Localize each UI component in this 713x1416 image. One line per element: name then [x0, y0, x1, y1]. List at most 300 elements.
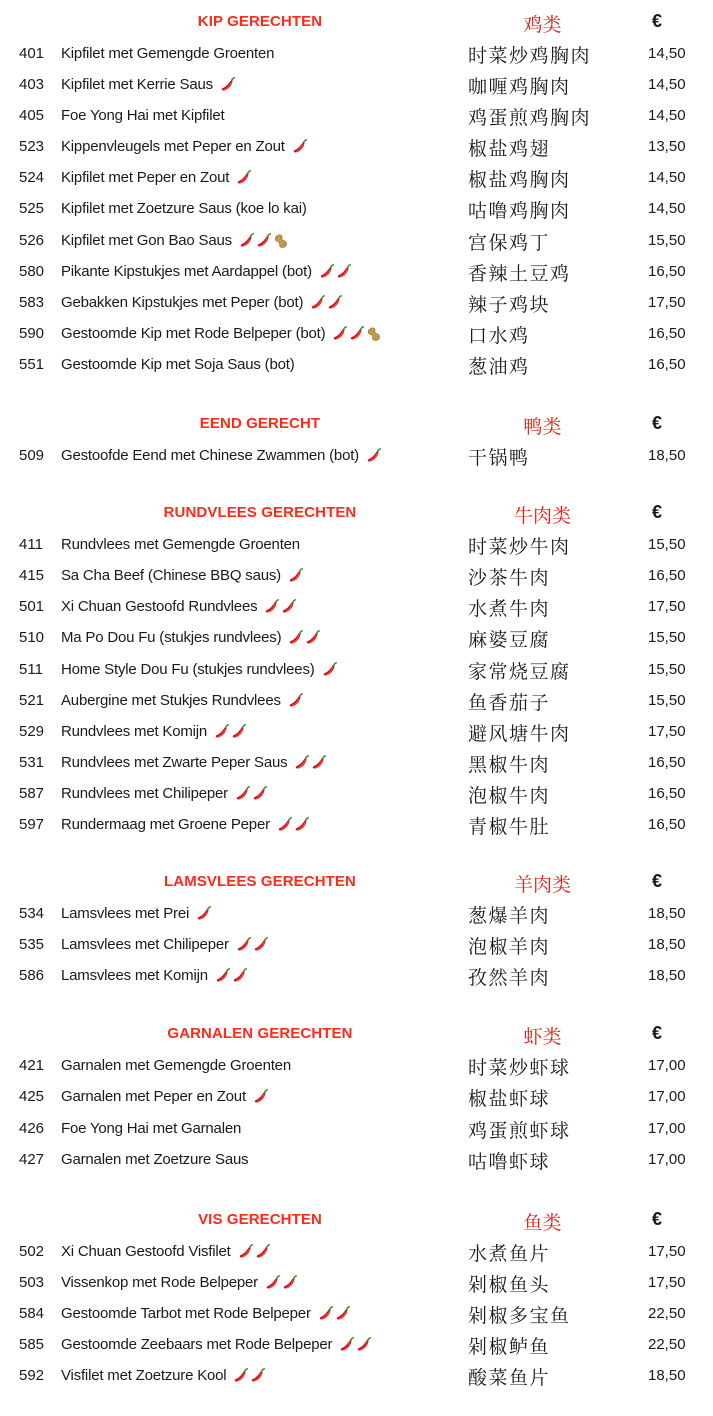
item-price: 15,50	[648, 629, 686, 647]
chili-pepper-icon	[338, 1336, 356, 1354]
item-name: Garnalen met Peper en Zout	[61, 1088, 246, 1106]
menu-item	[0, 898, 713, 929]
item-price: 17,50	[648, 598, 686, 616]
item-name-chinese: 水煮鱼片	[468, 1242, 551, 1265]
item-code: 502	[19, 1242, 45, 1260]
item-code: 415	[19, 567, 45, 585]
chili-pepper-icon	[348, 325, 366, 343]
item-name: Garnalen met Zoetzure Saus	[61, 1150, 249, 1168]
spice-indicator	[237, 1243, 271, 1261]
chili-pepper-icon	[321, 661, 339, 679]
spice-indicator	[235, 169, 252, 187]
item-price: 17,50	[648, 1242, 686, 1260]
item-name-chinese: 鱼香茄子	[468, 691, 551, 714]
chili-pepper-icon	[334, 1305, 352, 1323]
chili-pepper-icon	[276, 816, 294, 834]
menu-section	[0, 1020, 713, 1174]
chili-pepper-icon	[317, 1305, 335, 1323]
menu-item	[0, 747, 713, 778]
item-name-chinese: 麻婆豆腐	[468, 629, 551, 652]
spice-indicator	[287, 629, 321, 647]
menu-item	[0, 685, 713, 716]
item-price: 22,50	[648, 1336, 686, 1353]
item-name-chinese: 辣子鸡块	[468, 293, 551, 316]
item-price: 16,50	[648, 784, 686, 802]
chili-pepper-icon	[335, 263, 353, 281]
item-name: Foe Yong Hai met Garnalen	[61, 1119, 242, 1137]
item-price: 14,50	[648, 45, 686, 62]
item-code: 501	[19, 598, 45, 616]
section-title: LAMSVLEES GERECHTEN	[164, 873, 356, 891]
item-name: Gestoomde Kip met Rode Belpeper (bot)	[61, 324, 326, 342]
chili-pepper-icon	[310, 754, 328, 772]
item-name-wrap	[61, 967, 248, 985]
menu-item	[0, 100, 713, 131]
item-code: 510	[19, 629, 45, 647]
item-name: Garnalen met Gemengde Groenten	[61, 1057, 291, 1075]
item-price: 16,50	[648, 262, 686, 280]
chili-pepper-icon	[326, 294, 344, 312]
item-name-chinese: 椒盐鸡胸肉	[468, 169, 571, 192]
item-name-wrap	[61, 754, 327, 772]
item-name-chinese: 口水鸡	[468, 324, 530, 347]
menu-item	[0, 1236, 713, 1267]
item-name-chinese: 鸡蛋煎虾球	[468, 1119, 571, 1142]
item-name-wrap	[61, 232, 289, 250]
item-price: 14,50	[648, 76, 686, 94]
item-code: 523	[19, 138, 45, 156]
item-name-wrap	[61, 1120, 241, 1137]
spice-indicator	[238, 232, 289, 250]
chili-pepper-icon	[254, 1243, 272, 1261]
chili-pepper-icon	[263, 598, 281, 616]
item-code: 585	[19, 1336, 45, 1353]
item-code: 535	[19, 936, 45, 954]
item-name-chinese: 宫保鸡丁	[468, 231, 551, 254]
spice-indicator	[219, 76, 236, 94]
spice-indicator	[264, 1274, 298, 1292]
item-code: 411	[19, 536, 43, 554]
menu-item	[0, 591, 713, 622]
price-column-currency: €	[652, 11, 663, 31]
spice-indicator	[276, 816, 310, 834]
menu-item	[0, 929, 713, 960]
menu-item	[0, 1360, 713, 1391]
item-name-chinese: 咕噜鸡胸肉	[468, 200, 571, 223]
item-name-chinese: 剁椒鱼头	[468, 1273, 551, 1296]
section-spacer	[0, 1175, 713, 1206]
chili-pepper-icon	[293, 754, 311, 772]
section-title: RUNDVLEES GERECHTEN	[163, 504, 357, 522]
item-name-chinese: 黑椒牛肉	[468, 753, 551, 776]
menu-item	[0, 809, 713, 840]
item-price: 17,00	[648, 1150, 686, 1168]
item-name-chinese: 避风塘牛肉	[468, 722, 571, 745]
section-title-chinese: 牛肉类	[513, 505, 571, 528]
item-name-wrap	[61, 1367, 266, 1385]
item-name-wrap	[61, 1274, 298, 1292]
item-code: 592	[19, 1367, 45, 1385]
chili-pepper-icon	[235, 169, 253, 187]
section-title-chinese: 虾类	[523, 1026, 562, 1049]
section-spacer	[0, 991, 713, 1020]
chili-pepper-icon	[365, 447, 383, 465]
item-name: Foe Yong Hai met Kipfilet	[61, 107, 225, 125]
item-name-wrap	[61, 294, 343, 312]
section-title: EEND GERECHT	[199, 415, 321, 433]
item-name-chinese: 时菜炒鸡胸肉	[468, 45, 592, 67]
item-code: 521	[19, 691, 45, 709]
item-name: Home Style Dou Fu (stukjes rundvlees)	[61, 660, 315, 678]
item-name-wrap	[61, 45, 274, 62]
item-name: Rundvlees met Komijn	[61, 722, 208, 740]
item-name-wrap	[61, 661, 338, 679]
spice-indicator	[252, 1088, 269, 1106]
item-price: 14,50	[648, 169, 686, 187]
chili-pepper-icon	[281, 1274, 299, 1292]
item-name-wrap	[61, 536, 300, 553]
chili-pepper-icon	[252, 1088, 270, 1106]
item-price: 18,50	[648, 905, 686, 923]
item-price: 17,50	[648, 1273, 686, 1291]
chili-pepper-icon	[280, 598, 298, 616]
section-title: KIP GERECHTEN	[197, 13, 323, 30]
peanut-icon	[365, 325, 383, 343]
item-price: 14,50	[648, 200, 686, 218]
item-name-chinese: 咖喱鸡胸肉	[468, 76, 571, 99]
section-header	[0, 868, 713, 898]
item-name-chinese: 泡椒牛肉	[468, 784, 551, 807]
menu-item	[0, 256, 713, 287]
item-code: 426	[19, 1119, 45, 1137]
menu-section	[0, 1206, 713, 1391]
item-price: 15,50	[648, 536, 686, 554]
item-code: 503	[19, 1273, 45, 1291]
menu-item	[0, 349, 713, 380]
item-price: 17,50	[648, 293, 686, 311]
item-code: 403	[19, 76, 45, 94]
peanut-icon	[272, 232, 290, 250]
section-header	[0, 499, 713, 529]
item-name-wrap	[61, 169, 252, 187]
chili-pepper-icon	[235, 936, 253, 954]
item-name-wrap	[61, 107, 224, 124]
item-code: 421	[19, 1057, 45, 1075]
item-code: 525	[19, 200, 45, 218]
menu-item	[0, 225, 713, 256]
item-name-chinese: 椒盐虾球	[468, 1088, 551, 1111]
item-name-wrap	[61, 325, 382, 343]
spice-indicator	[365, 447, 382, 465]
section-title-chinese: 羊肉类	[513, 874, 571, 897]
price-column-currency: €	[652, 871, 663, 892]
item-name-chinese: 水煮牛肉	[468, 598, 551, 621]
menu-item	[0, 716, 713, 747]
item-code: 531	[19, 753, 45, 771]
item-name-chinese: 家常烧豆腐	[468, 660, 571, 683]
item-price: 13,50	[648, 138, 686, 156]
menu-section	[0, 8, 713, 380]
item-name: Lamsvlees met Chilipeper	[61, 936, 229, 954]
item-price: 14,50	[648, 107, 686, 125]
menu-item	[0, 529, 713, 560]
menu-item	[0, 622, 713, 653]
chili-pepper-icon	[213, 723, 231, 741]
item-name-wrap	[61, 905, 212, 923]
spice-indicator	[213, 723, 247, 741]
menu-item	[0, 440, 713, 471]
item-code: 511	[19, 660, 43, 678]
section-title-chinese: 鸭类	[523, 416, 562, 439]
item-name: Lamsvlees met Prei	[61, 905, 190, 923]
item-name-chinese: 孜然羊肉	[468, 967, 551, 990]
item-name-chinese: 时菜炒虾球	[468, 1057, 571, 1080]
section-header	[0, 1206, 713, 1236]
price-column-currency: €	[652, 1023, 663, 1044]
chili-pepper-icon	[252, 936, 270, 954]
item-name: Gestoomde Zeebaars met Rode Belpeper	[61, 1336, 333, 1353]
item-price: 16,50	[648, 324, 686, 342]
item-name: Gestoomde Kip met Soja Saus (bot)	[61, 355, 295, 373]
item-price: 16,50	[648, 815, 686, 833]
menu-item	[0, 193, 713, 224]
item-code: 590	[19, 324, 45, 342]
menu-item	[0, 960, 713, 991]
section-title-chinese: 鱼类	[523, 1211, 562, 1234]
menu-item	[0, 287, 713, 318]
item-name-wrap	[61, 723, 247, 741]
item-name: Pikante Kipstukjes met Aardappel (bot)	[61, 262, 312, 280]
menu-section	[0, 410, 713, 471]
menu-item	[0, 131, 713, 162]
item-name: Xi Chuan Gestoofd Visfilet	[61, 1242, 231, 1260]
menu-item	[0, 1113, 713, 1144]
item-name-wrap	[61, 447, 382, 465]
menu-item	[0, 654, 713, 685]
spice-indicator	[331, 325, 382, 343]
chili-pepper-icon	[195, 905, 213, 923]
section-title-chinese: 鸡类	[523, 14, 562, 36]
item-name-chinese: 椒盐鸡翅	[468, 138, 551, 161]
item-code: 551	[19, 355, 45, 373]
spice-indicator	[287, 692, 304, 710]
item-name: Kipfilet met Peper en Zout	[61, 169, 230, 187]
section-spacer	[0, 471, 713, 499]
item-name-wrap	[61, 816, 310, 834]
section-title: VIS GERECHTEN	[198, 1210, 322, 1228]
item-price: 16,50	[648, 753, 686, 771]
chili-pepper-icon	[287, 692, 305, 710]
menu-page	[0, 8, 713, 1391]
menu-item	[0, 38, 713, 69]
item-price: 18,50	[648, 967, 686, 985]
item-code: 584	[19, 1304, 45, 1322]
section-title: GARNALEN GERECHTEN	[167, 1025, 353, 1043]
menu-item	[0, 69, 713, 100]
chili-pepper-icon	[219, 76, 237, 94]
chili-pepper-icon	[318, 263, 336, 281]
item-name: Gestoofde Eend met Chinese Zwammen (bot)	[61, 447, 359, 465]
item-name-wrap	[61, 1151, 248, 1168]
item-name-wrap	[61, 785, 268, 803]
item-name-wrap	[61, 76, 236, 94]
item-name-wrap	[61, 1057, 291, 1074]
item-name-chinese: 香辣土豆鸡	[468, 262, 571, 285]
item-code: 534	[19, 905, 45, 923]
item-name: Lamsvlees met Komijn	[61, 967, 208, 985]
item-code: 524	[19, 169, 45, 187]
item-name: Xi Chuan Gestoofd Rundvlees	[61, 598, 258, 616]
chili-pepper-icon	[331, 325, 349, 343]
item-code: 509	[19, 447, 45, 465]
chili-pepper-icon	[231, 967, 249, 985]
item-name: Kipfilet met Gemengde Groenten	[61, 45, 275, 62]
item-name-chinese: 青椒牛肚	[468, 815, 551, 838]
chili-pepper-icon	[287, 629, 305, 647]
item-name-chinese: 酸菜鱼片	[468, 1367, 551, 1390]
section-header	[0, 1020, 713, 1050]
item-name-wrap	[61, 1243, 271, 1261]
chili-pepper-icon	[249, 1367, 267, 1385]
item-code: 526	[19, 231, 45, 249]
item-code: 586	[19, 967, 45, 985]
chili-pepper-icon	[293, 816, 311, 834]
item-name-chinese: 沙茶牛肉	[468, 567, 551, 590]
spice-indicator	[287, 567, 304, 585]
item-name: Aubergine met Stukjes Rundvlees	[61, 691, 281, 709]
item-name-chinese: 咕噜虾球	[468, 1150, 551, 1173]
chili-pepper-icon	[264, 1274, 282, 1292]
item-name-chinese: 葱爆羊肉	[468, 905, 551, 928]
item-name-chinese: 剁椒鲈鱼	[468, 1336, 551, 1358]
item-name: Vissenkop met Rode Belpeper	[61, 1273, 258, 1291]
item-code: 425	[19, 1088, 45, 1106]
item-price: 18,50	[648, 447, 686, 465]
spice-indicator	[317, 1305, 351, 1323]
chili-pepper-icon	[287, 567, 305, 585]
chili-pepper-icon	[230, 723, 248, 741]
spice-indicator	[309, 294, 343, 312]
item-name: Rundermaag met Groene Peper	[61, 815, 270, 833]
item-name-wrap	[61, 567, 304, 585]
menu-item	[0, 162, 713, 193]
item-name: Gestoomde Tarbot met Rode Belpeper	[61, 1304, 311, 1322]
chili-pepper-icon	[304, 629, 322, 647]
item-name: Kippenvleugels met Peper en Zout	[61, 138, 285, 156]
item-code: 405	[19, 107, 45, 125]
item-name-wrap	[61, 1305, 351, 1323]
item-price: 22,50	[648, 1304, 686, 1322]
item-price: 15,50	[648, 691, 686, 709]
chili-pepper-icon	[291, 138, 309, 156]
item-price: 18,50	[648, 1367, 686, 1385]
item-name-wrap	[61, 356, 295, 373]
item-name: Rundvlees met Gemengde Groenten	[61, 536, 300, 554]
spice-indicator	[318, 263, 352, 281]
price-column-currency: €	[652, 502, 663, 523]
chili-pepper-icon	[232, 1367, 250, 1385]
item-name: Kipfilet met Kerrie Saus	[61, 76, 213, 94]
section-header	[0, 410, 713, 440]
price-column-currency: €	[652, 1208, 663, 1229]
item-name: Rundvlees met Chilipeper	[61, 784, 228, 802]
item-name-wrap	[61, 263, 352, 281]
item-name: Kipfilet met Zoetzure Saus (koe lo kai)	[61, 200, 307, 218]
spice-indicator	[321, 661, 338, 679]
item-price: 17,00	[648, 1119, 686, 1137]
chili-pepper-icon	[214, 967, 232, 985]
chili-pepper-icon	[355, 1336, 373, 1354]
spice-indicator	[235, 936, 269, 954]
price-column-currency: €	[652, 413, 663, 434]
item-name: Ma Po Dou Fu (stukjes rundvlees)	[61, 629, 282, 647]
chili-pepper-icon	[309, 294, 327, 312]
chili-pepper-icon	[237, 1243, 255, 1261]
item-code: 529	[19, 722, 45, 740]
item-name-chinese: 干锅鸭	[468, 447, 530, 470]
item-name-chinese: 泡椒羊肉	[468, 936, 551, 959]
spice-indicator	[293, 754, 327, 772]
item-name-wrap	[61, 200, 307, 217]
item-name-wrap	[61, 692, 304, 710]
item-name-chinese: 时菜炒牛肉	[468, 536, 571, 559]
item-code: 587	[19, 784, 45, 802]
item-name: Sa Cha Beef (Chinese BBQ saus)	[61, 567, 281, 585]
item-name: Kipfilet met Gon Bao Saus	[61, 231, 232, 249]
menu-section	[0, 499, 713, 840]
menu-item	[0, 1298, 713, 1329]
item-price: 18,50	[648, 936, 686, 954]
item-name-wrap	[61, 629, 321, 647]
item-name: Visfilet met Zoetzure Kool	[61, 1367, 227, 1385]
menu-item	[0, 318, 713, 349]
spice-indicator	[214, 967, 248, 985]
menu-item	[0, 1144, 713, 1175]
spice-indicator	[338, 1336, 372, 1354]
menu-item	[0, 1329, 713, 1360]
item-price: 17,50	[648, 722, 686, 740]
spice-indicator	[263, 598, 297, 616]
menu-item	[0, 778, 713, 809]
item-code: 401	[19, 45, 45, 62]
chili-pepper-icon	[234, 785, 252, 803]
chili-pepper-icon	[238, 232, 256, 250]
item-price: 17,00	[648, 1088, 686, 1106]
spice-indicator	[291, 138, 308, 156]
item-price: 15,50	[648, 231, 686, 249]
item-name-wrap	[61, 598, 297, 616]
item-name: Gebakken Kipstukjes met Peper (bot)	[61, 293, 304, 311]
item-name-wrap	[61, 936, 269, 954]
item-price: 17,00	[648, 1057, 686, 1075]
section-spacer	[0, 840, 713, 868]
item-name-wrap	[61, 1088, 269, 1106]
item-price: 16,50	[648, 567, 686, 585]
section-header	[0, 8, 713, 38]
item-name-chinese: 鸡蛋煎鸡胸肉	[468, 107, 592, 130]
spice-indicator	[234, 785, 268, 803]
menu-section	[0, 868, 713, 991]
item-name-wrap	[61, 1336, 372, 1354]
chili-pepper-icon	[255, 232, 273, 250]
menu-item	[0, 1050, 713, 1081]
item-name: Rundvlees met Zwarte Peper Saus	[61, 753, 288, 771]
item-code: 427	[19, 1150, 45, 1168]
item-name-chinese: 剁椒多宝鱼	[468, 1304, 571, 1327]
item-price: 16,50	[648, 355, 686, 373]
spice-indicator	[195, 905, 212, 923]
spice-indicator	[232, 1367, 266, 1385]
